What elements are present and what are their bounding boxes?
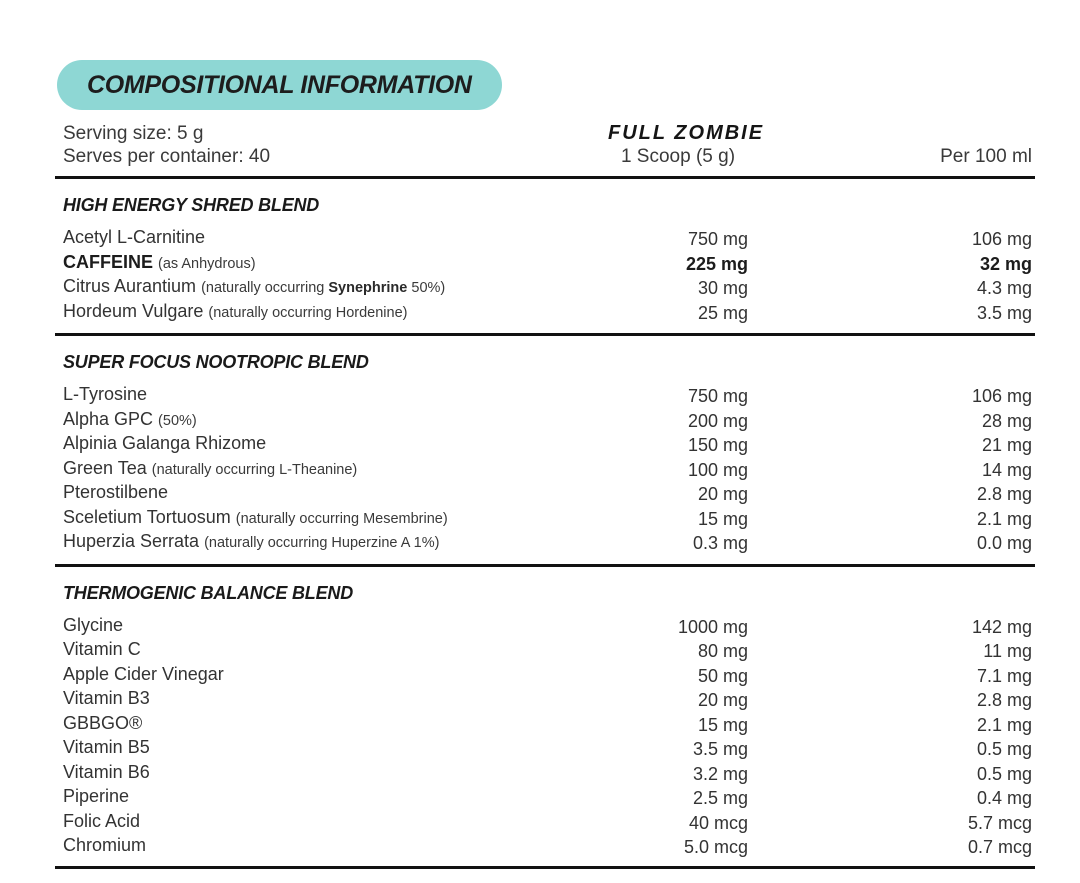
ingredient-name: CAFFEINE <box>63 251 153 272</box>
ingredient-rows <box>55 226 1035 324</box>
per-100ml-column-header: Per 100 ml <box>940 146 1032 167</box>
ingredient-qualifier: (naturally occurring Hordenine) <box>208 304 408 321</box>
amount-per-scoop: 200 mg <box>687 410 748 431</box>
ingredient-row <box>55 481 1035 506</box>
ingredient-row <box>55 663 1035 688</box>
ingredient-name-cell <box>55 736 588 761</box>
table-header <box>55 122 1035 168</box>
ingredient-name: Folic Acid <box>63 810 141 831</box>
amount-per-scoop: 100 mg <box>687 459 748 480</box>
ingredient-row <box>55 638 1035 663</box>
amount-per-100ml: 21 mg <box>981 435 1032 455</box>
ingredient-name-cell <box>55 834 588 859</box>
amount-per-100ml: 2.1 mg <box>976 714 1032 735</box>
amount-per-scoop: 15 mg <box>697 714 748 735</box>
blend-title: THERMOGENIC BALANCE BLEND <box>63 582 353 603</box>
ingredient-row <box>55 251 1035 276</box>
amount-per-100ml: 32 mg <box>979 253 1032 274</box>
ingredient-name-cell <box>55 687 588 712</box>
amount-per-scoop: 750 mg <box>687 386 748 406</box>
blend-section <box>55 333 1035 555</box>
amount-per-scoop: 40 mcg <box>688 812 748 833</box>
ingredient-row <box>55 275 1035 300</box>
ingredient-rows <box>55 614 1035 859</box>
serves-per-container: Serves per container: 40 <box>63 146 271 167</box>
ingredient-name: Chromium <box>63 835 147 855</box>
amount-per-scoop: 15 mg <box>697 508 748 529</box>
ingredient-name: Acetyl L-Carnitine <box>63 227 206 247</box>
section-divider-line <box>55 564 1035 567</box>
amount-per-scoop: 30 mg <box>697 278 748 298</box>
amount-per-scoop: 3.2 mg <box>692 763 748 784</box>
ingredient-name: Vitamin B5 <box>63 737 150 757</box>
ingredient-name: Alpinia Galanga Rhizome <box>63 433 267 453</box>
ingredient-name-cell <box>55 408 588 433</box>
per-scoop-column-header <box>588 122 765 168</box>
ingredient-row <box>55 383 1035 408</box>
ingredient-name: Vitamin C <box>63 639 141 659</box>
ingredient-row <box>55 810 1035 835</box>
amount-per-scoop: 1000 mg <box>677 616 748 637</box>
ingredient-name: Pterostilbene <box>63 482 169 502</box>
title-badge <box>57 60 502 110</box>
ingredient-name-cell <box>55 810 588 835</box>
blend-section <box>55 564 1035 859</box>
ingredient-row <box>55 300 1035 325</box>
section-divider-line <box>55 176 1035 179</box>
ingredient-row <box>55 712 1035 737</box>
amount-per-100ml: 3.5 mg <box>976 302 1032 323</box>
ingredient-row <box>55 785 1035 810</box>
amount-per-100ml: 2.1 mg <box>976 508 1032 529</box>
amount-per-100ml: 106 mg <box>971 229 1032 249</box>
ingredient-name: GBBGO® <box>63 712 143 733</box>
ingredient-row <box>55 408 1035 433</box>
ingredient-name: Alpha GPC <box>63 408 154 429</box>
ingredient-name: Citrus Aurantium <box>63 276 197 296</box>
ingredient-name-cell <box>55 530 588 555</box>
amount-per-scoop: 25 mg <box>697 302 748 323</box>
page-title: COMPOSITIONAL INFORMATION <box>87 71 472 99</box>
blend-section <box>55 176 1035 324</box>
ingredient-qualifier: (naturally occurring L-Theanine) <box>151 461 358 478</box>
ingredient-qualifier: (50%) <box>158 412 197 429</box>
ingredient-name-cell <box>55 712 588 737</box>
ingredient-name: Glycine <box>63 614 124 635</box>
ingredient-qualifier: (naturally occurring Synephrine 50%) <box>201 280 446 296</box>
ingredient-name: Sceletium Tortuosum <box>63 506 231 527</box>
amount-per-100ml: 5.7 mcg <box>967 812 1032 833</box>
ingredient-name-cell <box>55 300 588 325</box>
facts-table <box>55 122 1035 869</box>
ingredient-name: Apple Cider Vinegar <box>63 663 224 684</box>
ingredient-row <box>55 432 1035 457</box>
ingredient-name-cell <box>55 226 588 251</box>
serving-info <box>55 122 588 168</box>
ingredient-row <box>55 226 1035 251</box>
ingredient-row <box>55 530 1035 555</box>
amount-per-100ml: 2.8 mg <box>976 690 1032 710</box>
ingredient-name-cell <box>55 275 588 300</box>
ingredient-row <box>55 687 1035 712</box>
ingredient-name: Huperzia Serrata <box>63 531 200 551</box>
amount-per-100ml: 11 mg <box>983 641 1032 661</box>
amount-per-scoop: 20 mg <box>697 484 748 504</box>
brand-name: FULL ZOMBIE <box>608 122 765 144</box>
amount-per-100ml: 7.1 mg <box>976 665 1032 686</box>
ingredient-name-cell <box>55 481 588 506</box>
ingredient-name-cell <box>55 663 588 688</box>
amount-per-100ml: 28 mg <box>981 410 1032 431</box>
amount-per-100ml: 0.0 mg <box>976 533 1032 553</box>
ingredient-row <box>55 614 1035 639</box>
ingredient-name-cell <box>55 761 588 786</box>
amount-per-scoop: 750 mg <box>687 229 748 249</box>
amount-per-scoop: 50 mg <box>697 665 748 686</box>
amount-per-scoop: 5.0 mcg <box>683 837 748 857</box>
amount-per-100ml: 0.7 mcg <box>967 837 1032 857</box>
ingredient-name: Vitamin B6 <box>63 761 150 782</box>
ingredient-name-cell <box>55 506 588 531</box>
ingredient-row <box>55 506 1035 531</box>
blend-sections <box>55 176 1035 869</box>
amount-per-100ml: 14 mg <box>981 459 1032 480</box>
amount-per-scoop: 225 mg <box>685 253 748 274</box>
blend-title: SUPER FOCUS NOOTROPIC BLEND <box>63 352 369 372</box>
ingredient-name-cell <box>55 251 588 276</box>
amount-per-scoop: 2.5 mg <box>692 788 748 808</box>
ingredient-row <box>55 736 1035 761</box>
ingredient-name: Green Tea <box>63 457 147 478</box>
amount-per-scoop: 20 mg <box>697 690 748 710</box>
amount-per-100ml: 0.5 mg <box>976 763 1032 784</box>
ingredient-qualifier: (naturally occurring Huperzine A 1%) <box>204 535 440 551</box>
serving-size: Serving size: 5 g <box>63 123 204 144</box>
ingredient-name-cell <box>55 614 588 639</box>
ingredient-name-cell <box>55 785 588 810</box>
ingredient-name-cell <box>55 457 588 482</box>
ingredient-name: Hordeum Vulgare <box>63 300 204 321</box>
ingredient-row <box>55 457 1035 482</box>
ingredient-name-cell <box>55 383 588 408</box>
ingredient-name: L-Tyrosine <box>63 384 148 404</box>
bottom-divider-line <box>55 866 1035 869</box>
ingredient-name: Piperine <box>63 786 130 806</box>
amount-per-scoop: 80 mg <box>697 641 748 661</box>
ingredient-name: Vitamin B3 <box>63 688 150 708</box>
blend-title: HIGH ENERGY SHRED BLEND <box>63 195 320 215</box>
amount-per-100ml: 0.5 mg <box>976 739 1032 759</box>
ingredient-name-cell <box>55 638 588 663</box>
amount-per-100ml: 4.3 mg <box>976 278 1032 298</box>
amount-per-scoop: 0.3 mg <box>692 533 748 553</box>
ingredient-rows <box>55 383 1035 555</box>
amount-per-100ml: 106 mg <box>971 386 1032 406</box>
ingredient-qualifier: (as Anhydrous) <box>158 255 256 272</box>
amount-per-100ml: 2.8 mg <box>976 484 1032 504</box>
ingredient-qualifier: (naturally occurring Mesembrine) <box>235 510 448 527</box>
amount-per-scoop: 150 mg <box>687 435 748 455</box>
amount-per-scoop: 3.5 mg <box>692 739 748 759</box>
amount-per-100ml: 0.4 mg <box>976 788 1032 808</box>
ingredient-row <box>55 761 1035 786</box>
amount-per-100ml: 142 mg <box>971 616 1032 637</box>
ingredient-row <box>55 834 1035 859</box>
ingredient-name-cell <box>55 432 588 457</box>
section-divider-line <box>55 333 1035 336</box>
scoop-size-label: 1 Scoop (5 g) <box>620 146 736 167</box>
